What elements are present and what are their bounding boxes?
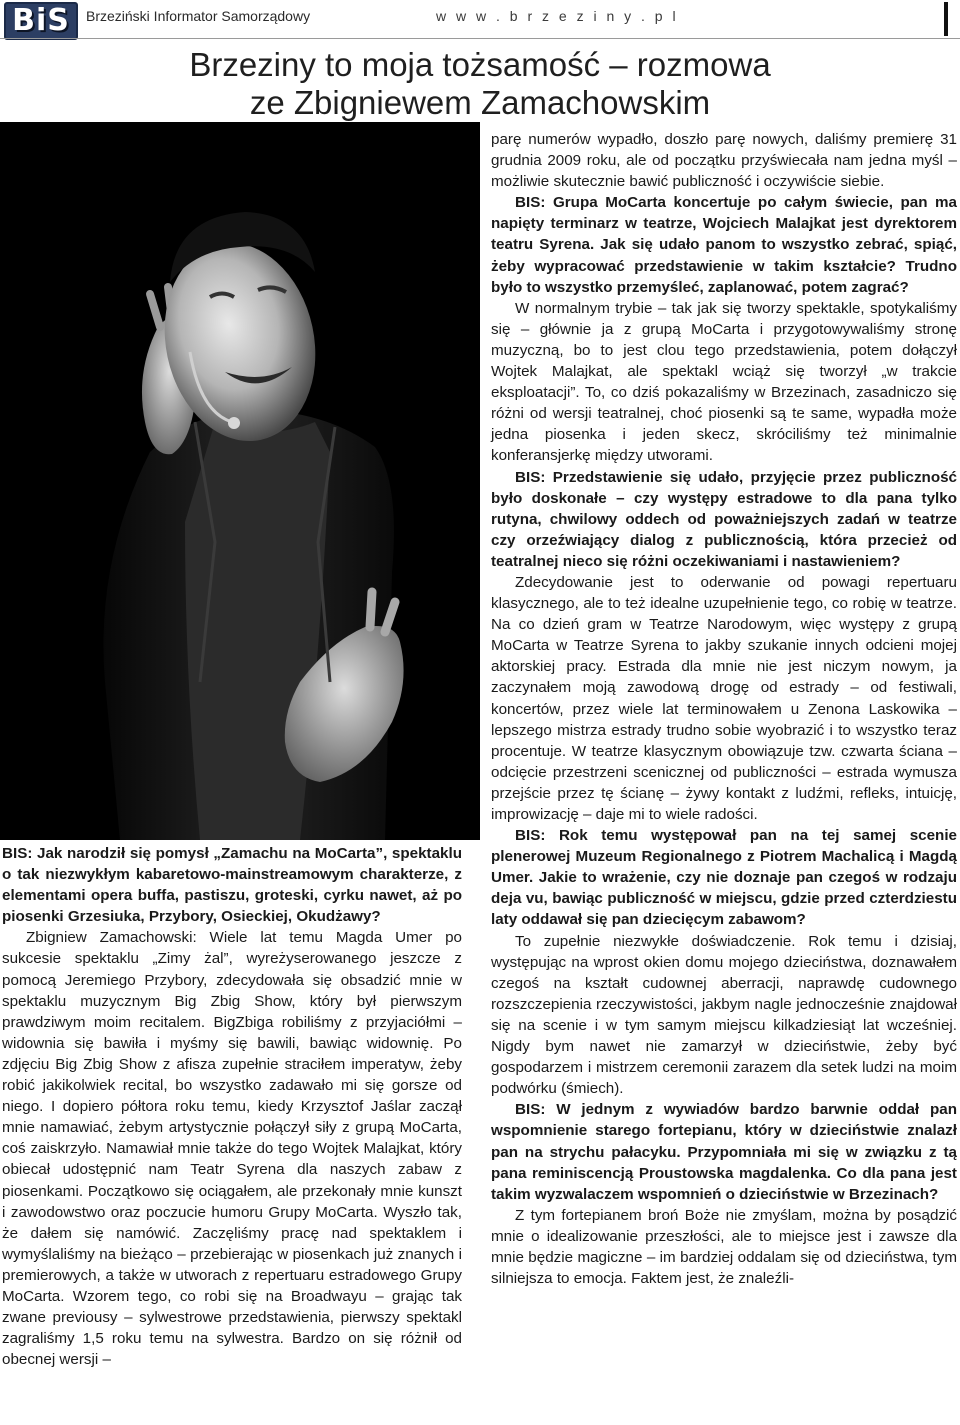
- page-marker: [944, 2, 948, 36]
- interview-question: BIS: W jednym z wywiadów bardzo barwnie oddał pan wspomnienie starego fortepianu, który w dzieciństwie znalazł pan na strychu pałacyku. Przypomniała mi się w związku z tą pana reminiscencją Proustowska magdalenka. Co dla pana jest takim wyzwalaczem wspomnień o dzieciństwie w Brzezinach?: [491, 1101, 957, 1203]
- interview-answer: W normalnym trybie – tak jak się tworzy spektakle, spotykaliśmy się – głównie ja z grupą MoCarta i przygotowywaliśmy stronę muzyczną, bo to jest clou tego przedstawienia, potem dołączył Wojtek Malajkat, ale spektakl wciąż się tworzył „w trakcie eksploatacji”. To, co dziś pokazaliśmy w Brzezinach, zasadniczo się różni od wersji teatralnej, choć piosenki są te same, wypadła może jedna piosenka i jeden skecz, skróciliśmy też minimalnie konferansjerkę między utworami.: [491, 299, 957, 465]
- header-divider: [0, 38, 960, 39]
- article-title-line-2: ze Zbigniewem Zamachowskim: [249, 84, 711, 121]
- article-title: [0, 46, 960, 122]
- performer-photo-icon: [0, 122, 480, 840]
- article-column-left: [2, 843, 462, 1370]
- publication-name: Brzeziński Informator Samorządowy: [86, 8, 311, 24]
- interview-question: BIS: Przedstawienie się udało, przyjęcie przez publiczność było doskonałe – czy występy estradowe to dla pana tylko rutyna, chwilowy oddech od poważniejszych zadań w teatrze czy orzeźwiający dialog z publicznością, która przecież od teatralnej nieco się różni oczekiwaniami i nastawieniem?: [491, 468, 957, 570]
- site-url[interactable]: w w w . b r z e z i n y . p l: [436, 8, 679, 24]
- bis-logo: BiS: [4, 2, 78, 40]
- interview-answer: To zupełnie niezwykłe doświadczenie. Rok temu i dzisiaj, występując na wprost okien domu mojego dzieciństwa, doznawałem czegoś na kształt cudownej aberracji, naprawdę cudownego rozszczepienia rzeczywistości, jakbym nagle jednocześnie znajdował się na scenie i w tym samym miejscu kilkadziesiąt lat wcześniej. Nigdy bym nawet nie zamarzył w dzieciństwie, żeby być gospodarzem i mistrzem ceremonii zarazem dla setek ludzi na moim podwórku (śmiech).: [491, 932, 957, 1098]
- interview-answer: Zbigniew Zamachowski: Wiele lat temu Magda Umer po sukcesie spektaklu „Zimy żal”, wyreżyserowanego jeszcze z pomocą Jeremiego Przybory, zdecydowała się obsadzić mnie w spektaklu muzycznym Big Zbig Show, który był pierwszym prawdziwym moim recitalem. BigZbiga robiliśmy z przyjaciółmi – widownia się bawiła i myśmy się bawili, bawiąc widownię. Po zdjęciu Big Zbig Show z afisza zupełnie straciłem imperatyw, żeby robić jakikolwiek recital, bo wszystko zadawało mi się gorsze od niego. I dopiero półtora roku temu, kiedy Krzysztof Jaślar zaczął mnie namawiać, żebym artystycznie połączył siły z grupą MoCarta, coś zaiskrzyło. Namawiał mnie także do tego Wojtek Malajkat, który obiecał udostępnić nam Teatr Syrena dla naszych zabaw z piosenkami. Początkowo się ociągałem, ale przekonały mnie kunszt i zawodowstwo oraz poczucie humoru Grupy MoCarta. Wyszło tak, że dałem się namówić. Zaczęliśmy pracę nad spektaklem i wymyślaliśmy na bieżąco – przebierając w piosenkach już znanych i premierowych, a także w utworach z repertuaru estradowego Grupy MoCarta. Wzorem tego, co robi się na Broadwayu – grając tak zwane previousy – sylwestrowe przedstawienia, pierwszy spektakl zagraliśmy 1,5 roku temu na sylwestra. Bardzo on się różnił od obecnej wersji –: [2, 929, 462, 1369]
- interview-answer: Zdecydowanie jest to oderwanie od powagi repertuaru klasycznego, ale to też idealne uzupełnienie tego, co robię w teatrze. Na co dzień gram w Teatrze Narodowym, więc występy z grupą MoCarta w Teatrze Syrena to jakby szukanie innych odcieni mojej aktorskiej pracy. Estrada dla mnie nie jest niczym nowym, ja zaczynałem moją zawodową drogę od estrady – od festiwali, koncertów, przez wiele lat terminowałem u Zenona Laskowika – lepszego mistrza estrady trudno sobie wyobrazić i to wszystko teraz procentuje. W teatrze klasycznym obowiązuje tzw. czwarta ściana – odcięcie przestrzeni scenicznej od publiczności – estrada wymusza przejście przez tę ścianę – żywy kontakt z ludźmi, refleks, intuicję, improwizację – daje mi to wiele radości.: [491, 573, 957, 823]
- interview-answer: Z tym fortepianem broń Boże nie zmyślam, można by posądzić mnie o idealizowanie przeszłości, ale to miejsce jest i zawsze dla mnie będzie magiczne – im bardziej oddalam się od dzieciństwa, tym silniejsza to emocja. Faktem jest, że znaleźli-: [491, 1206, 957, 1288]
- interview-question: BIS: Grupa MoCarta koncertuje po całym świecie, pan ma napięty terminarz w teatrze, Wojciech Malajkat jest dyrektorem teatru Syrena. Jak się udało panom to wszystko zebrać, spiąć, żeby wypracować przedstawienie w takim kształcie? Trudno było to wszystko przemyśleć, zaplanować, potem zagrać?: [491, 194, 957, 296]
- answer-continuation: parę numerów wypadło, doszło parę nowych, daliśmy premierę 31 grudnia 2009 roku, ale od początku przyświecała nam jedna myśl – możliwie skutecznie bawić publiczność i oczywiście siebie.: [491, 131, 957, 191]
- interview-question: BIS: Jak narodził się pomysł „Zamachu na MoCarta”, spektaklu o tak niezwykłym kabaretowo-mainstreamowym charakterze, z elementami opera buffa, pastiszu, groteski, cyrku nawet, aż po piosenki Grzesiuka, Przybory, Osieckiej, Okudżawy?: [2, 845, 462, 926]
- interview-question: BIS: Rok temu występował pan na tej samej scenie plenerowej Muzeum Regionalnego z Piotrem Machalicą i Magdą Umer. Jakie to wrażenie, czy nie doznaje pan czegoś w rodzaju deja vu, bawiąc publiczność w miejscu, gdzie przed czterdziestu laty oddawał się pan dziecięcym zabawom?: [491, 827, 957, 929]
- article-column-right: [491, 129, 957, 1289]
- page-header: [0, 0, 960, 44]
- article-title-line-1: Brzeziny to moja tożsamość – rozmowa: [189, 46, 771, 83]
- performer-photo: [0, 122, 480, 840]
